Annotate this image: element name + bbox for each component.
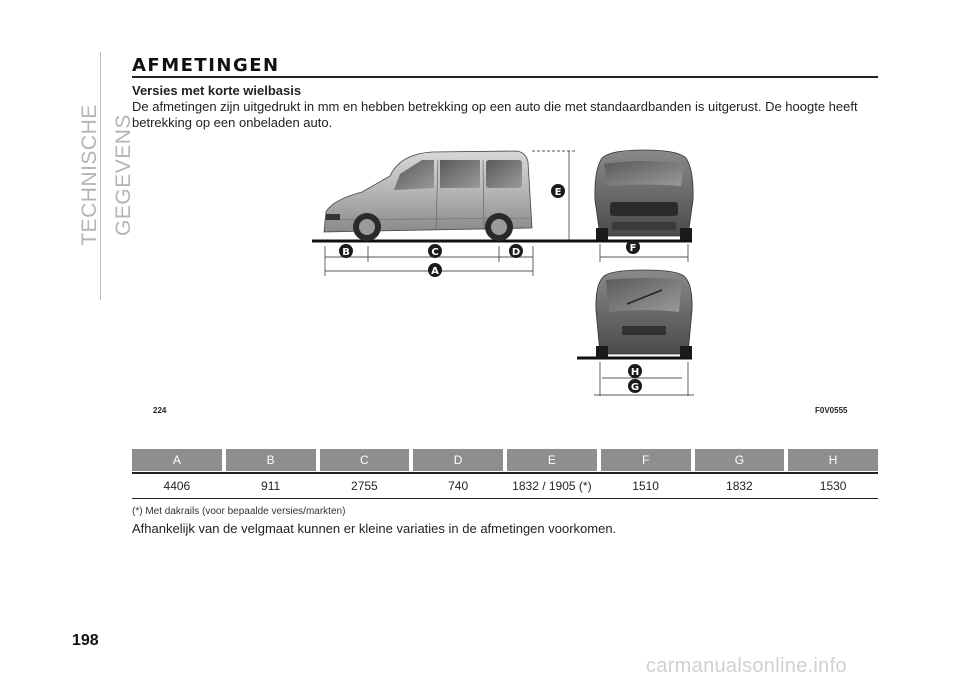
dimensions-table (132, 449, 878, 499)
table-cell: 740 (448, 479, 469, 493)
watermark-text: carmanualsonline.info (646, 655, 847, 677)
label-e (551, 184, 565, 198)
side-view-van (312, 151, 582, 241)
table-header-cell: H (788, 449, 878, 471)
table-header-cell: C (320, 449, 410, 471)
footnote: (*) Met dakrails (voor bepaalde versies/markten) (132, 506, 346, 517)
title-rule (132, 76, 878, 78)
table-header-cell: F (601, 449, 691, 471)
table-row (132, 474, 878, 498)
table-cell: 1832 / 1905 (*) (512, 479, 592, 493)
label-d (509, 244, 523, 258)
table-header-cell: E (507, 449, 597, 471)
section-tab-label: TECHNISCHE GEGEVENS (78, 104, 135, 246)
table-cell: 911 (261, 479, 281, 493)
dimension-figure (132, 140, 878, 430)
label-b (339, 244, 353, 258)
section-subtitle: Versies met korte wielbasis (132, 83, 302, 98)
label-g (628, 379, 642, 393)
table-cell: 4406 (163, 479, 191, 493)
table-cell: 1530 (819, 479, 847, 493)
intro-paragraph: De afmetingen zijn uitgedrukt in mm en hebben betrekking op een auto die met standaardbanden is uitgerust. De hoogte heeft betrekking op een onbeladen auto. (132, 99, 858, 130)
label-h (628, 364, 642, 378)
rear-view-van (577, 270, 692, 358)
front-view-dimension-lines (600, 244, 688, 262)
page-title: AFMETINGEN (132, 55, 280, 76)
svg-text:H: H (630, 367, 640, 378)
table-rule-bottom (132, 498, 878, 499)
label-f (626, 240, 640, 254)
table-header-cell: B (226, 449, 316, 471)
table-header-cell: A (132, 449, 222, 471)
svg-text:G: G (630, 382, 640, 393)
svg-text:A: A (431, 266, 439, 277)
figure-number: 224 (153, 406, 167, 415)
svg-text:F: F (629, 243, 637, 254)
svg-text:D: D (511, 247, 521, 258)
table-cell: 1832 (726, 479, 753, 493)
rear-view-dimension-lines (594, 362, 694, 396)
table-cell: 1510 (632, 479, 659, 493)
svg-text:C: C (431, 247, 439, 258)
page-number: 198 (72, 632, 99, 649)
table-header-cell: D (413, 449, 503, 471)
table-header-cell: G (695, 449, 785, 471)
svg-text:B: B (342, 247, 350, 258)
section-tab (72, 52, 135, 300)
label-c (428, 244, 442, 258)
label-a (428, 263, 442, 277)
svg-text:E: E (554, 187, 562, 198)
table-cell: 2755 (351, 479, 378, 493)
table-header-row (132, 449, 878, 471)
note-paragraph: Afhankelijk van de velgmaat kunnen er kleine variaties in de afmetingen voorkomen. (132, 521, 617, 536)
figure-code: F0V0555 (815, 406, 848, 415)
front-view-van (577, 150, 693, 241)
